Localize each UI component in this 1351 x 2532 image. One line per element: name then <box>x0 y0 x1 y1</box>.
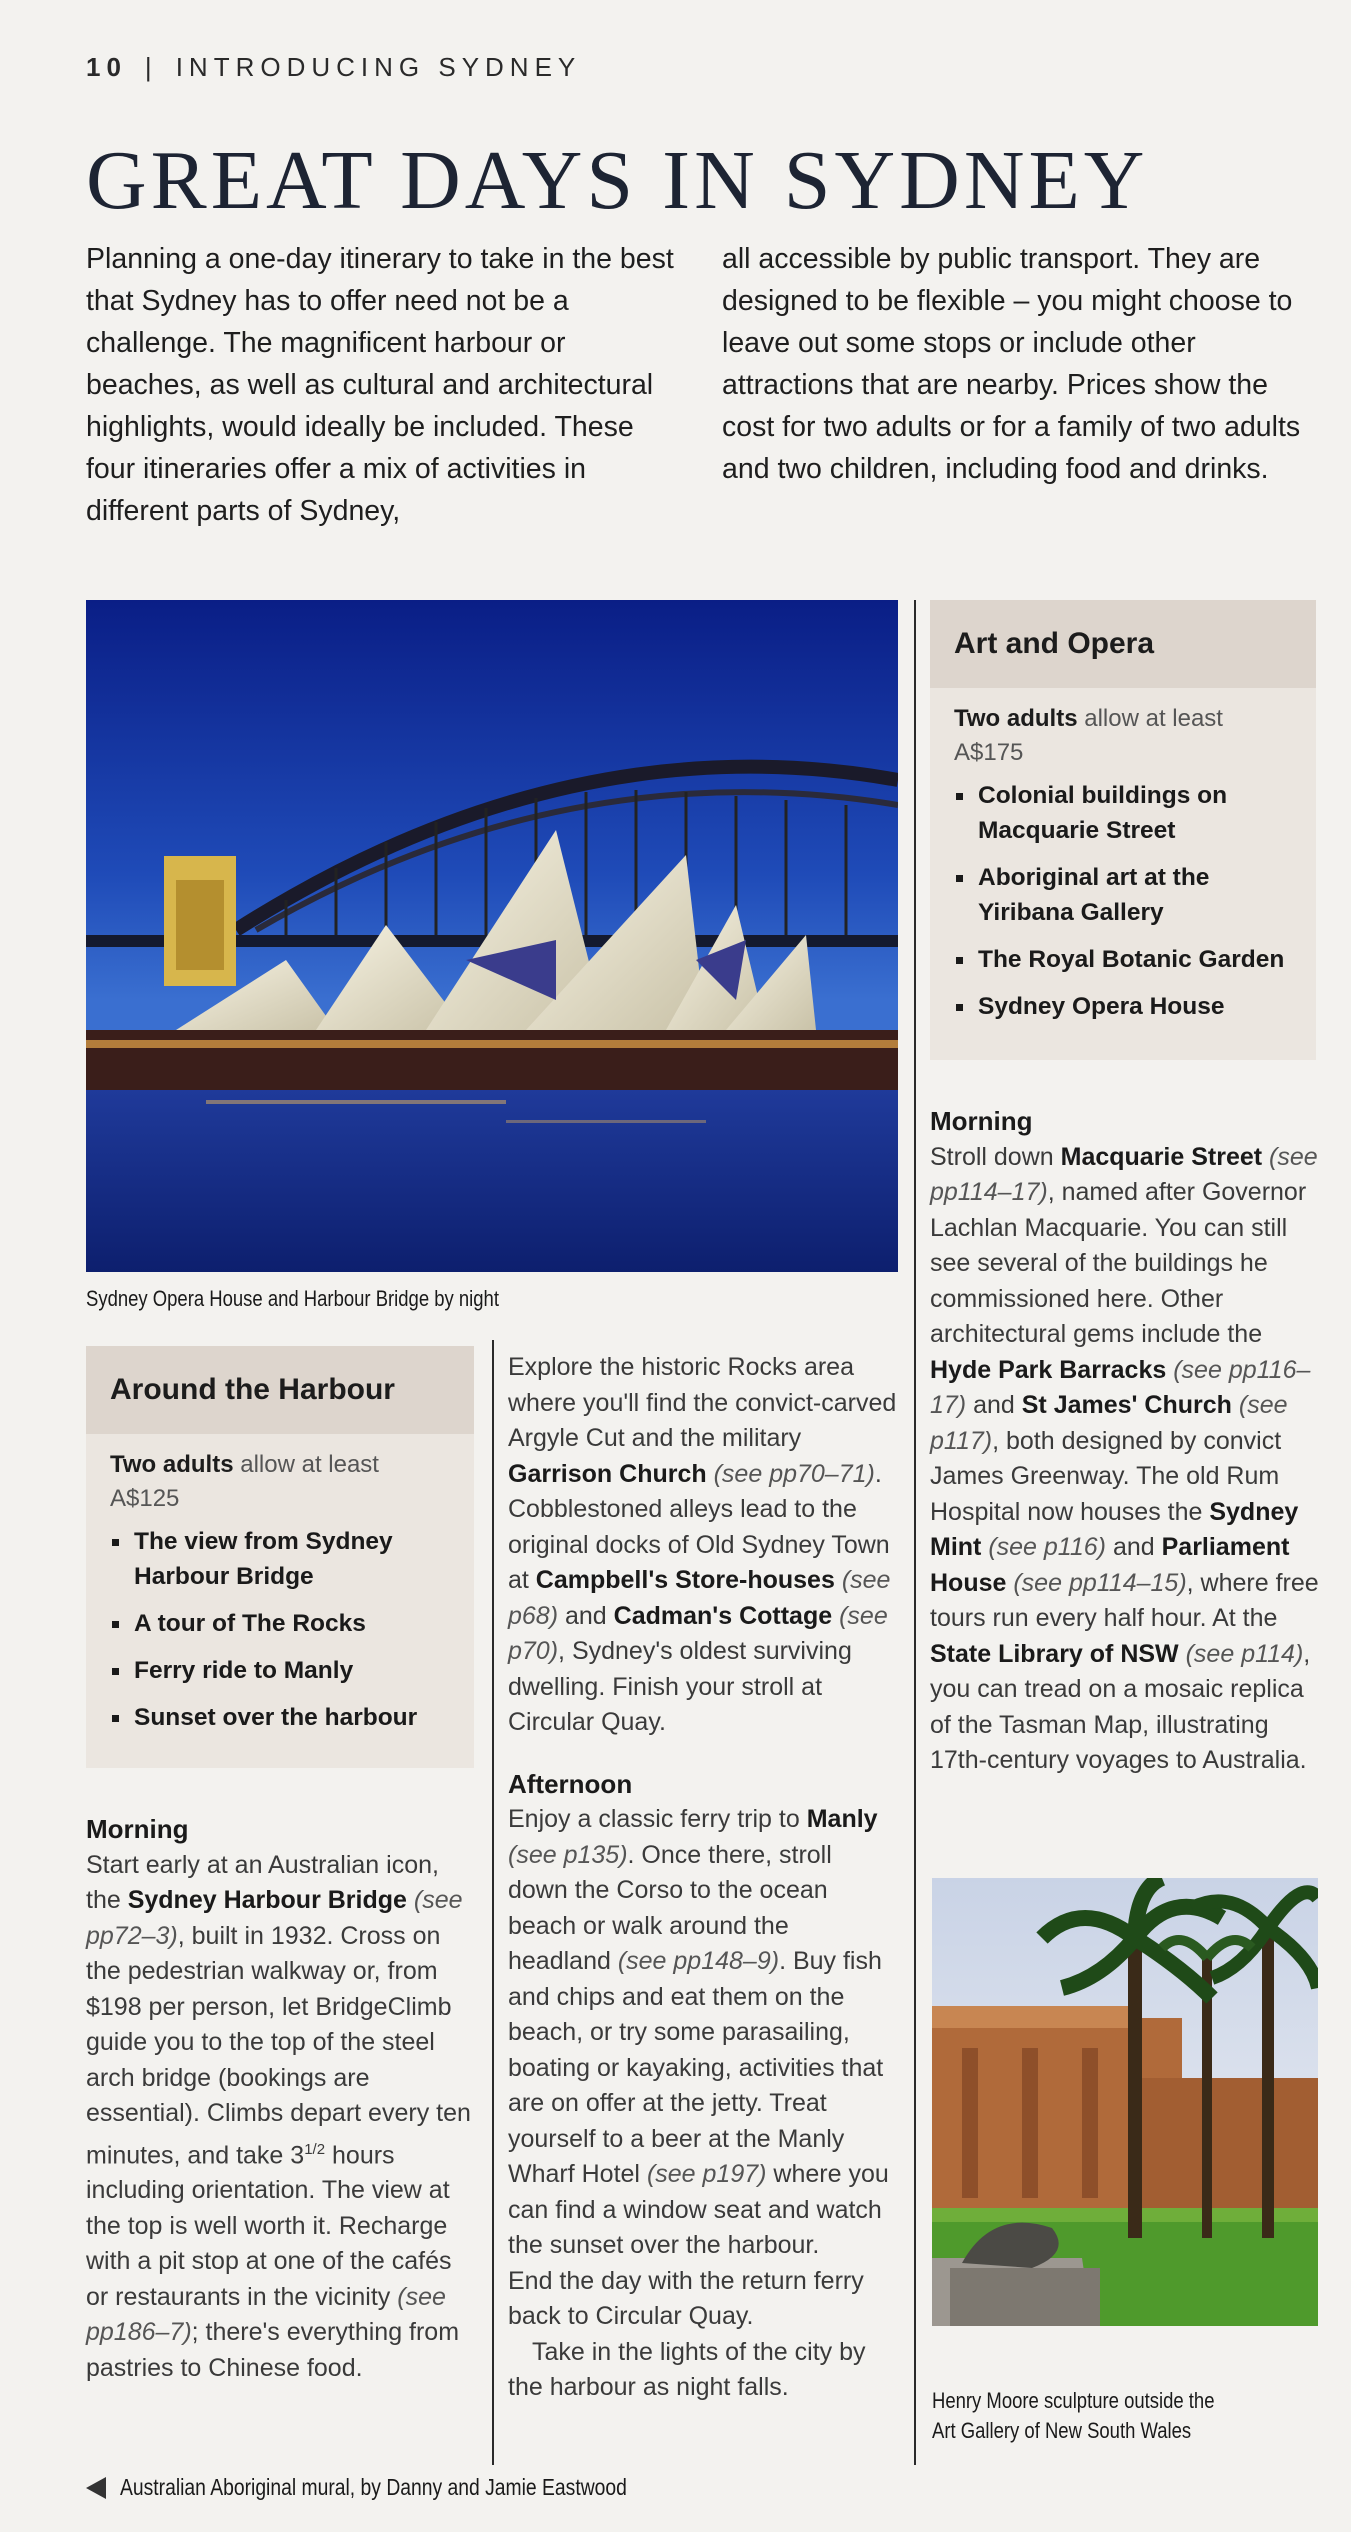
harbour-night-text: Take in the lights of the city by the harbour as night falls. <box>508 2337 866 2401</box>
left-arrow-icon <box>86 2477 106 2499</box>
harbour-budget-amount: A$125 <box>110 1485 180 1512</box>
sydney-harbour-bridge: Sydney Harbour Bridge <box>127 1886 407 1914</box>
harbour-budget-label: Two adults <box>110 1451 234 1478</box>
page-ref: (see p135) <box>508 1840 628 1869</box>
harbour-itinerary-box <box>86 1346 474 1768</box>
state-library-nsw: State Library of NSW <box>930 1639 1179 1668</box>
art-box-title: Art and Opera <box>930 600 1316 688</box>
column-rule <box>914 600 916 2465</box>
art-gallery-photo <box>932 1878 1318 2326</box>
cadmans-cottage: Cadman's Cottage <box>613 1601 833 1630</box>
list-item: Sunset over the harbour <box>110 1700 450 1735</box>
opera-house-caption: Sydney Opera House and Harbour Bridge by night <box>86 1286 499 1311</box>
page-ref: (see pp148–9) <box>617 1947 780 1975</box>
art-budget-text: allow at least <box>1084 705 1223 732</box>
page-number: 10 <box>86 52 127 82</box>
list-item: A tour of The Rocks <box>110 1606 450 1641</box>
harbour-rocks-text: Explore the historic Rocks area where you'll find the convict-carved Argyle Cut and the military Garrison Church (see pp70–71). Cobblestoned alleys lead to the original docks of Old Sydney Town at Campbell's Store-houses (see p68) and Cadman's Cottage (see p70), Sydney's oldest surviving dwelling. Finish your stroll at Circular Quay. Afternoon Enjoy a classic ferry trip to Manly (see p135). Once there, stroll down the Corso to the ocean beach or walk around the headland (see pp148–9). Buy fish and chips and eat them on the beach, or try some parasailing, boating or kayaking, activities that are on offer at the jetty. Treat yourself to a beer at the Manly Wharf Hotel (see p197) where you can find a window seat and watch the sunset over the harbour. End the day with the return ferry back to Circular Quay. Take in the lights of the city by the harbour as night falls. <box>508 1350 898 2406</box>
art-gallery-caption-line-1: Henry Moore sculpture outside the <box>932 2388 1215 2413</box>
art-gallery-caption <box>932 2386 1214 2446</box>
harbour-box-title: Around the Harbour <box>86 1346 474 1434</box>
harbour-morning-text: Morning Start early at an Australian icon, the Sydney Harbour Bridge (see pp72–3), built in 1932. Cross on the pedestrian walkway or, from $198 per person, let BridgeClimb guide you to the top of the steel arch bridge (bookings are essential). Climbs depart every ten minutes, and take $3^{1/2}$ hours including orientation. The view at the top is well worth it. Recharge with a pit stop at one of the cafés or restaurants in the vicinity (see pp186–7); there's everything from pastries to Chinese food. <box>86 1812 474 2386</box>
opera-house-photo <box>86 600 898 1272</box>
page-ref: (see pp116–17) <box>930 1355 1311 1419</box>
page-ref: (see p114) <box>1185 1639 1304 1668</box>
parliament-house: Parliament House <box>930 1533 1290 1597</box>
garrison-church: Garrison Church <box>508 1459 707 1488</box>
page-ref: (see p116) <box>988 1533 1106 1561</box>
art-budget <box>954 702 1292 770</box>
harbour-budget <box>110 1448 450 1516</box>
list-item: Sydney Opera House <box>954 989 1292 1024</box>
page-ref: (see pp114–15) <box>1013 1568 1187 1597</box>
page-ref: (see p70) <box>508 1601 888 1665</box>
harbour-highlights-list <box>110 1524 450 1735</box>
harbour-morning-heading: Morning <box>86 1814 189 1844</box>
page-ref: (see pp72–3) <box>86 1886 463 1950</box>
art-morning-text: Morning Stroll down Macquarie Street (see pp114–17), named after Governor Lachlan Macquarie. You can still see several of the buildings he commissioned here. Other architectural gems include the Hyde Park Barracks (see pp116–17) and St James' Church (see p117), both designed by convict James Greenway. The old Rum Hospital now houses the Sydney Mint (see p116) and Parliament House (see pp114–15), where free tours run every half hour. At the State Library of NSW (see p114), you can tread on a mosaic replica of the Tasman Map, illustrating 17th-century voyages to Australia. <box>930 1104 1330 1779</box>
footer-caption <box>86 2474 723 2501</box>
list-item: The Royal Botanic Garden <box>954 942 1292 977</box>
page-ref: (see p197) <box>646 2160 767 2188</box>
art-gallery-caption-line-2: Art Gallery of New South Wales <box>932 2418 1192 2443</box>
hyde-park-barracks: Hyde Park Barracks <box>930 1355 1167 1384</box>
st-james-church: St James' Church <box>1021 1391 1232 1419</box>
page-ref: (see p117) <box>930 1391 1288 1455</box>
fraction: 1/2 <box>304 2140 326 2158</box>
campbells-storehouses: Campbell's Store-houses <box>535 1566 835 1594</box>
harbour-afternoon-heading: Afternoon <box>508 1768 633 1799</box>
art-morning-heading: Morning <box>930 1106 1033 1136</box>
sydney-mint: Sydney Mint <box>930 1497 1299 1561</box>
intro-column-2 <box>722 238 1322 490</box>
macquarie-street: Macquarie Street <box>1060 1142 1263 1171</box>
manly: Manly <box>806 1805 878 1833</box>
art-highlights-list <box>954 778 1292 1024</box>
intro-column-1 <box>86 238 686 532</box>
running-head: 10 | INTRODUCING SYDNEY <box>86 52 582 82</box>
list-item: Aboriginal art at the Yiribana Gallery <box>954 860 1292 930</box>
page-ref: (see p68) <box>508 1566 891 1630</box>
harbour-budget-text: allow at least <box>240 1451 379 1478</box>
intro-text-2: all accessible by public transport. They are designed to be flexible – you might choose to leave out some stops or include other attractions that are nearby. Prices show the cost for two adults or for a family of two adults and two children, including food and drinks. <box>722 243 1301 485</box>
column-rule <box>492 1340 494 2465</box>
art-budget-amount: A$175 <box>954 739 1024 766</box>
page-ref: (see pp70–71) <box>713 1459 875 1488</box>
intro-text-1: Planning a one-day itinerary to take in the best that Sydney has to offer need not be a challenge. The magnificent harbour or beaches, as well as cultural and architectural highlights, would ideally be included. These four itineraries offer a mix of activities in different parts of Sydney, <box>86 243 674 527</box>
harbour-evening-text: End the day with the return ferry back to Circular Quay. <box>508 2266 864 2330</box>
page-ref: (see pp186–7) <box>86 2282 446 2347</box>
art-itinerary-box <box>930 600 1316 1060</box>
list-item: The view from Sydney Harbour Bridge <box>110 1524 450 1594</box>
art-budget-label: Two adults <box>954 705 1078 732</box>
page-ref: (see pp114–17) <box>930 1142 1318 1206</box>
list-item: Ferry ride to Manly <box>110 1653 450 1688</box>
section-name: INTRODUCING SYDNEY <box>175 52 582 82</box>
mural-caption: Australian Aboriginal mural, by Danny and Jamie Eastwood <box>120 2474 627 2500</box>
page-title: GREAT DAYS IN SYDNEY <box>86 134 1149 227</box>
list-item: Colonial buildings on Macquarie Street <box>954 778 1292 848</box>
